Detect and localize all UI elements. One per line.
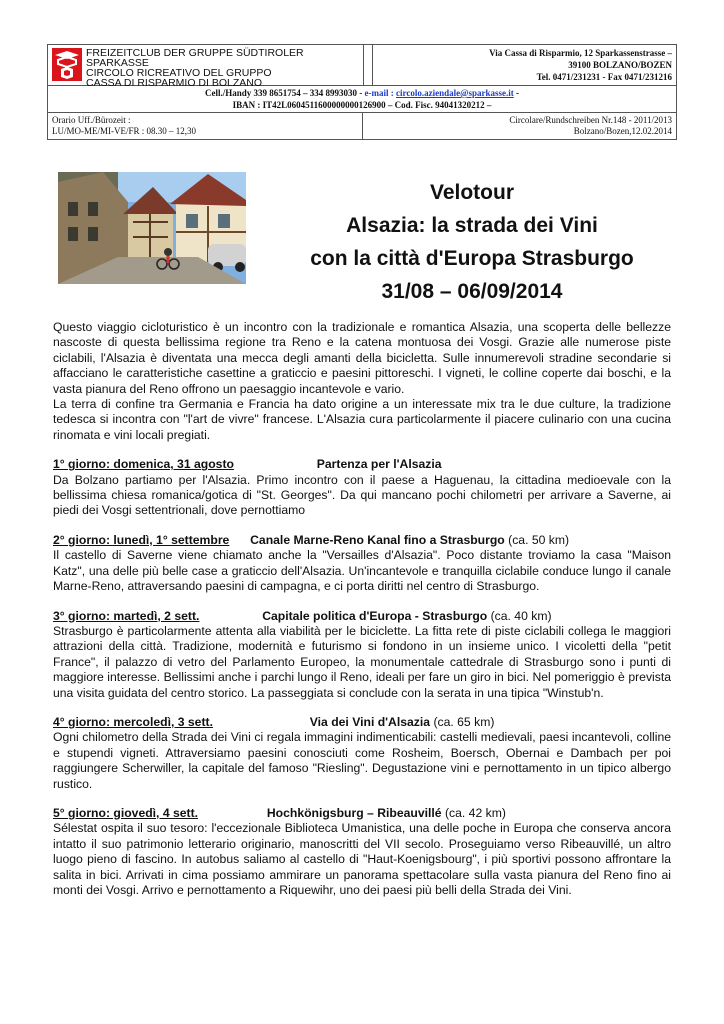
address-line-1: Via Cassa di Risparmio, 12 Sparkassenstrasse – [489, 48, 672, 58]
day-3-label: 3° giorno: martedì, 2 sett. [53, 608, 200, 623]
circular-cell [362, 113, 676, 139]
sparkasse-logo-icon [52, 48, 82, 81]
day-3-title: Capitale politica d'Europa - Strasburgo [262, 608, 488, 623]
contact-cell [48, 86, 677, 113]
iban-line: IBAN : IT42L0604511600000000126900 – Cod. Fisc. 94041320212 – [232, 100, 492, 110]
day-2-title: Canale Marne-Reno Kanal fino a Strasburgo [250, 532, 505, 547]
circular-number: Circolare/Rundschreiben Nr.148 - 2011/2013 [509, 115, 672, 125]
circular-date: Bolzano/Bozen,12.02.2014 [573, 126, 672, 136]
address-cell [373, 45, 677, 86]
day-5-text: Sélestat ospita il suo tesoro: l'eccezionale Biblioteca Umanistica, una delle poche in Europa che conserva ancora intatto il suo patrimonio letterario originario, manoscritti del VII secolo. Proseguiamo verso Ribeauvillé, un altro luogo pieno di fascino. In autobus saliamo al castello di "Haut-Koenigsbourg", i più sportivi possono affrontare la salita in bici. Arrivati in cima possiamo ammirare un panorama spettacolare sulla vasta pianura del Reno fino ai monti dei Vosgi. Arrivo e pernottamento a Riquewihr, uno dei paesi più belli della Strada dei Vini. [53, 821, 671, 897]
day-1-text: Da Bolzano partiamo per l'Alsazia. Primo incontro con il paese a Haguenau, la cittadina medioevale con la bellissima chiesa romanica/gotica di "St. Georges". Da qui mancano pochi chilometri per arrivare a Saverne, ai piedi dei Vosgi settentrionali, dove pernottiamo [53, 472, 671, 518]
day-2-text: Il castello di Saverne viene chiamato anche la "Versailles d'Alsazia". Poco distante troviamo la casa "Maison Katz", una delle più belle case a graticcio dell'Alsazia. Un'incantevole e tranquilla ciclabile conduce lungo il canale Marne-Reno, attraversando paesini di campagna, e ci porta diritti nel centro di Strasburgo. [53, 548, 671, 594]
day-4-heading [53, 715, 671, 730]
day-3-distance: (ca. 40 km) [490, 608, 552, 623]
title-line-1: Velotour [429, 181, 514, 204]
day-3-heading [53, 609, 671, 624]
letterhead-table [47, 44, 677, 140]
org-name [86, 48, 363, 88]
day-4-text: Ogni chilometro della Strada dei Vini ci regala immagini indimenticabili: castelli medievali, paesi incantevoli, colline e stupendi vigneti. Attraversiamo paesini conosciuti come Rosheim, Boersch, Obernai e Dambach per poi raggiungere Scherwiller, la capitale del famoso "Riesling". Degustazione vini e pernottamento in un tipico albergo rustico. [53, 730, 671, 791]
letterhead [47, 44, 677, 140]
title-line-3: con la città d'Europa Strasburgo [310, 247, 634, 270]
day-5-heading [53, 806, 671, 821]
day-2-label: 2° giorno: lunedì, 1° settembre [53, 532, 230, 547]
day-1-heading [53, 457, 671, 472]
day-4-distance: (ca. 65 km) [433, 714, 495, 729]
org-line-2: CIRCOLO RICREATIVO DEL GRUPPO [86, 67, 272, 79]
day-4-title: Via dei Vini d'Alsazia [309, 714, 431, 729]
hours-cell [48, 113, 362, 139]
email-link[interactable]: circolo.aziendale@sparkasse.it [396, 88, 514, 98]
info-table [48, 113, 676, 139]
day-1-label: 1° giorno: domenica, 31 agosto [53, 457, 234, 472]
village-photo [58, 172, 246, 284]
day-2-heading [53, 533, 671, 548]
spacer-cell [364, 45, 373, 86]
day-5-label: 5° giorno: giovedì, 4 sett. [53, 805, 199, 820]
org-cell [48, 45, 364, 89]
address-line-3: Tel. 0471/231231 - Fax 0471/231216 [536, 72, 672, 82]
contact-phone: Cell./Handy 339 8651754 – 334 8993030 - [205, 88, 363, 98]
title-line-2: Alsazia: la strada dei Vini [346, 214, 598, 237]
org-line-1: FREIZEITCLUB DER GRUPPE SÜDTIROLER SPARKASSE [86, 47, 304, 69]
hours-value: LU/MO-ME/MI-VE/FR : 08.30 – 12,30 [52, 126, 196, 136]
org-line-3: CASSA DI RISPARMIO DI BOLZANO [86, 77, 263, 89]
hours-label: Orario Uff./Bürozeit : [52, 115, 131, 125]
intro-paragraph-1: Questo viaggio cicloturistico è un incontro con la tradizionale e romantica Alsazia, una scoperta delle bellezze nascoste di questa bellissima regione tra Reno e la catena montuosa dei Vosgi. Grazie alle numerose piste ciclabili, l'Alsazia è diventata una mecca degli amanti della bicicletta. Sulle innumerevoli stradine secondarie si affacciano le caratteristiche casettine a graticcio e paesini pittoreschi. I vigneti, le colline coperte dai boschi, e la vasta pianura del Reno offrono un paesaggio incantevole e vario. [53, 320, 671, 396]
day-4-label: 4° giorno: mercoledì, 3 sett. [53, 714, 213, 729]
address-line-2: 39100 BOLZANO/BOZEN [568, 60, 672, 70]
day-1-title: Partenza per l'Alsazia [316, 457, 442, 472]
itinerary-body [53, 320, 671, 898]
contact-tail: - [513, 88, 519, 98]
day-5-distance: (ca. 42 km) [444, 805, 506, 820]
email-label: e-mail : [364, 88, 394, 98]
day-5-title: Hochkönigsburg – Ribeauvillé [266, 805, 442, 820]
tour-dates: 31/08 – 06/09/2014 [381, 280, 563, 303]
day-3-text: Strasburgo è particolarmente attenta alla viabilità per le biciclette. La fitta rete di piste ciclabili collega le maggiori attrazioni della città. Tradizione, modernità e futurismo si fondono in un insieme unico. I vicoletti della "petit France", il palazzo di vetro del Parlamento Europeo, la monumentale cattedrale di Strasburgo sono i punti di maggiore interesse. Bellissimi anche i parchi lungo il Reno, ideali per fare un giro in bici. Nel pomeriggio è prevista una visita guidata del centro storico. La passeggiata si conclude con la serata in una tipica "Winstub'n. [53, 623, 671, 700]
tour-titles [262, 176, 682, 308]
info-row [48, 113, 677, 140]
day-2-distance: (ca. 50 km) [508, 532, 570, 547]
intro-paragraph-2: La terra di confine tra Germania e Francia ha dato origine a un interessate mix tra le due culture, la tradizione tedesca si incontra con "l'art de vivre" francese. L'Alsazia cura particolarmente il piacere culinario con una cucina rinomata e vini locali pregiati. [53, 397, 671, 442]
